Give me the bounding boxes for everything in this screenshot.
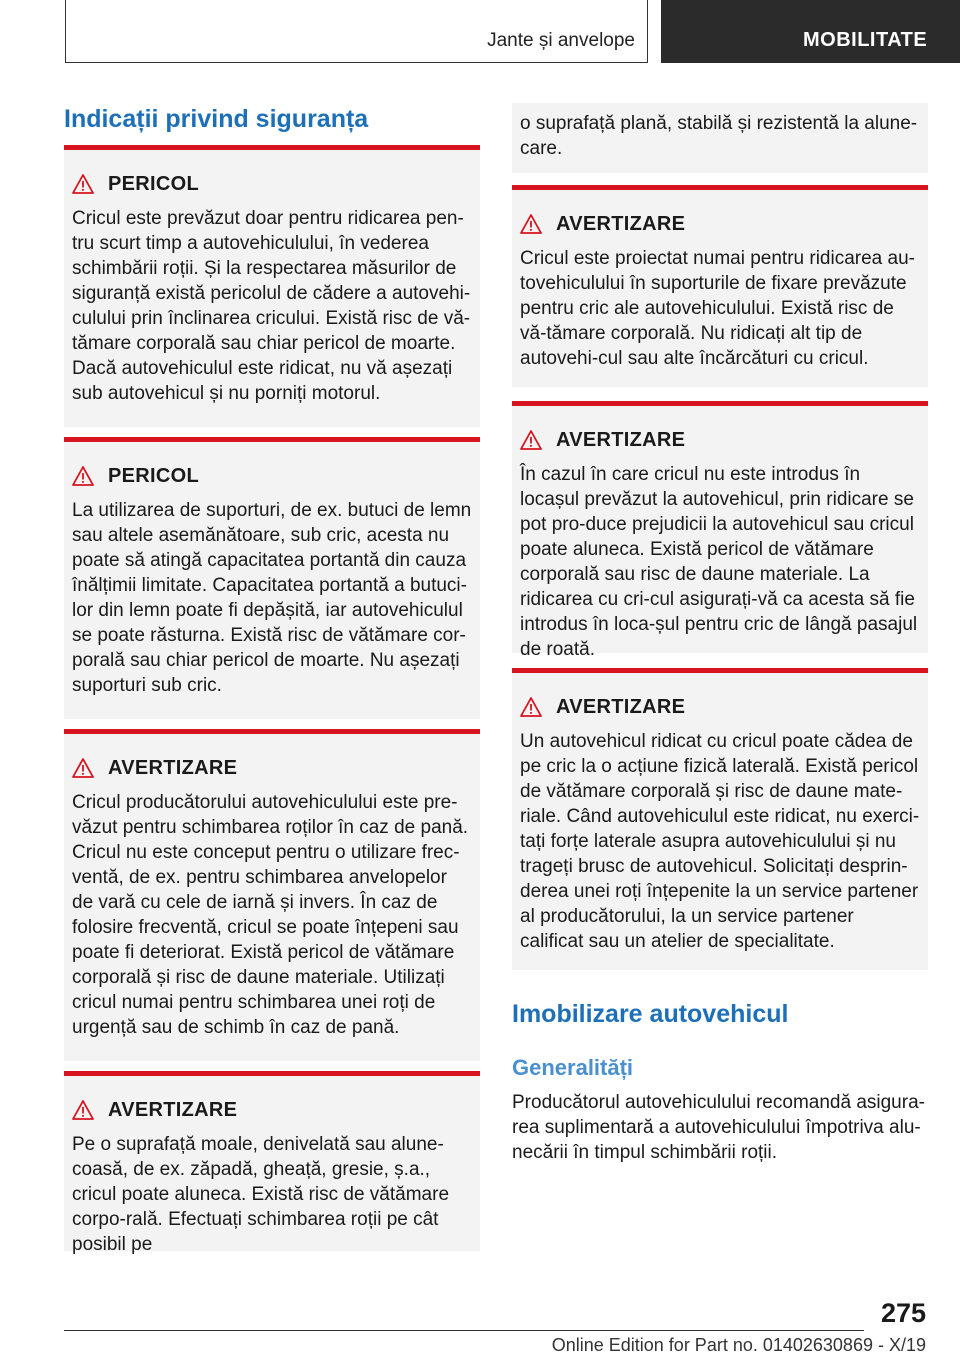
header-frame	[65, 0, 648, 63]
body-paragraph: Producătorul autovehiculului recomandă asigura-rea suplimentară a autovehiculului împotriva alu-necării în timpul schimbării roții.	[512, 1092, 925, 1163]
page-number: 275	[880, 1298, 926, 1328]
warning-title: AVERTIZARE	[556, 428, 686, 451]
section-tab: MOBILITATE	[661, 0, 960, 63]
warning-box	[512, 668, 928, 970]
warning-box	[64, 729, 480, 1061]
warning-triangle-icon	[520, 697, 542, 717]
warning-triangle-icon	[520, 430, 542, 450]
warning-triangle-icon	[72, 174, 94, 194]
warning-title: AVERTIZARE	[108, 756, 238, 779]
footer-divider	[64, 1330, 864, 1331]
section-heading: Imobilizare autovehicul	[512, 1000, 789, 1028]
warning-triangle-icon	[520, 214, 542, 234]
warning-box	[512, 185, 928, 387]
warning-text: Un autovehicul ridicat cu cricul poate cădea de pe cric la o acțiune fizică laterală. Există pericol de vătămare corporală și risc de daune mate-riale. Când autovehiculul este ridicat, nu exerci-tați forțe laterale asupra autovehiculului și nu trageți brusc de autovehicul. Solicitați desprin-derea unei roți înțepenite la un service partener al producătorului, la un service partener calificat sau un atelier de specialitate.	[520, 731, 920, 952]
warning-text: Cricul este proiectat numai pentru ridicarea au-tovehiculului în suporturile de fixare prevăzute pentru cric ale autovehiculului. Există risc de vă-tămare corporală. Nu ridicați alt tip de autovehi-cul sau alte încărcături cu cricul.	[520, 248, 915, 369]
danger-box	[64, 145, 480, 427]
chapter-title: Jante și anvelope	[487, 30, 635, 51]
warning-triangle-icon	[72, 1100, 94, 1120]
warning-title: AVERTIZARE	[556, 695, 686, 718]
footer-edition: Online Edition for Part no. 01402630869 - X/19	[551, 1335, 926, 1355]
warning-triangle-icon	[72, 466, 94, 486]
warning-text: Cricul este prevăzut doar pentru ridicarea pen-tru scurt timp a autovehiculului, în vederea schimbării roții. Și la respectarea măsurilor de siguranță există pericolul de cădere a autovehi-culului prin înclinarea cricului. Există risc de vă-tămare corporală sau chiar pericol de moarte. Dacă autovehiculul este ridicat, nu vă așezați sub autovehicul și nu porniți motorul.	[72, 208, 471, 404]
warning-box	[64, 1071, 480, 1255]
warning-title: PERICOL	[108, 464, 199, 487]
warning-title: AVERTIZARE	[556, 212, 686, 235]
warning-text: Cricul producătorului autovehiculului este pre-văzut pentru schimbarea roților în caz de pană. Cricul nu este conceput pentru o utilizare frec-ventă, de ex. pentru schimbarea anvelopelor de vară cu cele de iarnă și invers. În caz de folosire frecventă, cricul se poate înțepeni sau poate fi deteriorat. Există pericol de vătămare corporală și risc de daune materiale. Utilizați cricul numai pentru schimbarea unei roți de urgență sau de schimb în caz de pană.	[72, 792, 469, 1038]
warning-title: PERICOL	[108, 172, 199, 195]
danger-box	[64, 437, 480, 719]
warning-text: La utilizarea de suporturi, de ex. butuci de lemn sau altele asemănătoare, sub cric, acesta nu poate să atingă capacitatea portantă din cauza înălțimii limitate. Capacitatea portantă a butuci-lor din lemn poate fi depășită, iar autovehiculul se poate răsturna. Există risc de vătămare cor-porală sau chiar pericol de moarte. Nu așezați suporturi sub cric.	[72, 500, 472, 696]
warning-triangle-icon	[72, 758, 94, 778]
warning-title: AVERTIZARE	[108, 1098, 238, 1121]
warning-text: Pe o suprafață moale, denivelată sau alune-coasă, de ex. zăpadă, gheață, gresie, ș.a., cricul poate aluneca. Există risc de vătămare corpo-rală. Efectuați schimbarea roții pe cât posibil pe	[72, 1134, 450, 1255]
warning-continuation: o suprafață plană, stabilă și rezistentă la alune-care.	[512, 103, 928, 173]
subsection-heading: Generalități	[512, 1055, 634, 1080]
warning-text: În cazul în care cricul nu este introdus în locașul prevăzut la autovehicul, prin ridicare se pot pro-duce prejudicii la autovehicul sau cricul poate aluneca. Există pericol de vătămare corporală sau risc de daune materiale. La ridicarea cu cri-cul asigurați-vă ca acesta să fie introdus în loca-șul pentru cric de lângă pasajul de roată.	[520, 464, 918, 660]
warning-box	[512, 401, 928, 660]
section-heading: Indicații privind siguranța	[64, 105, 369, 133]
